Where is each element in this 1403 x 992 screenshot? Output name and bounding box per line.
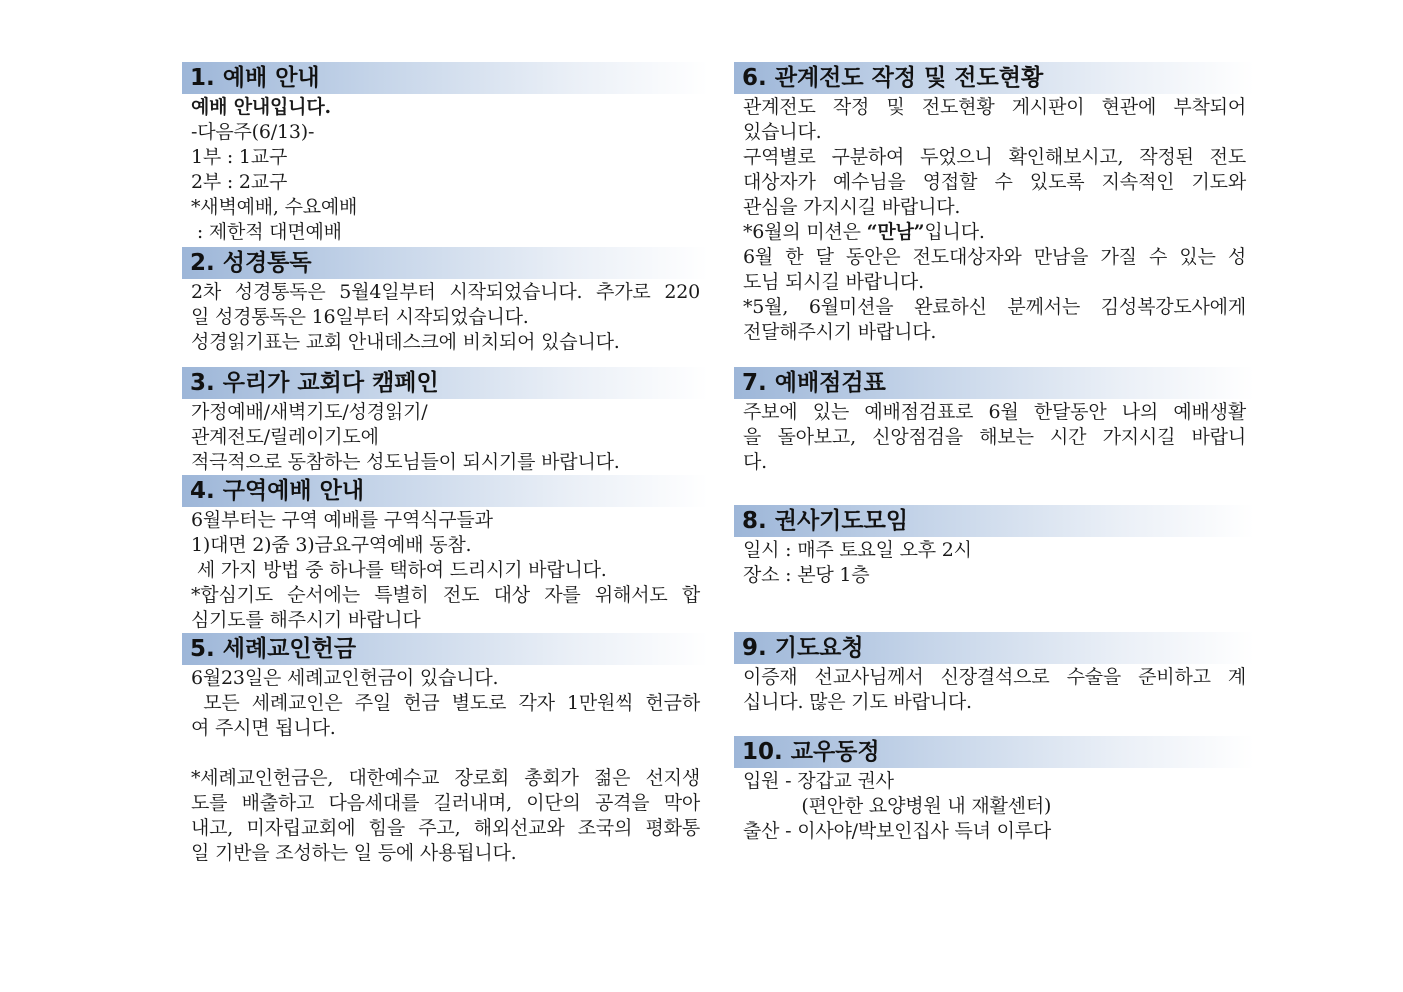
mission-line — [743, 220, 1246, 245]
body-line: 십니다. 많은 기도 바랍니다. — [743, 691, 972, 713]
section-body — [734, 664, 1254, 715]
body-line: 구역별로 구분하여 두었으니 확인해보시고, 작정된 전도 — [743, 146, 1246, 168]
section-body — [734, 768, 1254, 844]
section-title: 1. 예배 안내 — [182, 62, 708, 94]
section-title: 9. 기도요청 — [734, 632, 1254, 664]
section-worship-checklist — [734, 367, 1254, 505]
body-line: 6월부터는 구역 예배를 구역식구들과 — [191, 509, 493, 531]
body-line: 모든 세례교인은 주일 헌금 별도로 각자 1만원씩 헌금하 — [191, 692, 700, 714]
body-line: 출산 - 이사야/박보인집사 득녀 이루다 — [743, 820, 1052, 842]
section-title: 6. 관계전도 작정 및 전도현황 — [734, 62, 1254, 94]
section-title: 8. 권사기도모임 — [734, 505, 1254, 537]
section-member-news — [734, 736, 1254, 844]
body-line: *세례교인헌금은, 대한예수교 장로회 총회가 젊은 선지생 — [191, 767, 700, 789]
body-line: *5월, 6월미션을 완료하신 분께서는 김성복강도사에게 — [743, 296, 1246, 318]
section-district-worship — [182, 475, 708, 633]
section-prayer-request — [734, 632, 1254, 736]
body-line: 다. — [743, 451, 767, 473]
section-body — [734, 94, 1254, 345]
section-body — [734, 537, 1254, 588]
section-title: 3. 우리가 교회다 캠페인 — [182, 367, 708, 399]
body-line: 여 주시면 됩니다. — [191, 717, 336, 739]
body-line: 적극적으로 동참하는 성도님들이 되시기를 바랍니다. — [191, 451, 620, 473]
body-line: 대상자가 예수님을 영접할 수 있도록 지속적인 기도와 — [743, 171, 1246, 193]
body-line: 1)대면 2)줌 3)금요구역예배 동참. — [191, 534, 472, 556]
body-line: 6월 한 달 동안은 전도대상자와 만남을 가질 수 있는 성 — [743, 246, 1246, 268]
body-line: : 제한적 대면예배 — [191, 221, 342, 243]
section-bible-reading — [182, 247, 708, 367]
mission-prefix: *6월의 미션은 — [743, 221, 867, 243]
body-line: 을 돌아보고, 신앙점검을 해보는 시간 가지시길 바랍니 — [743, 426, 1246, 448]
body-line: 있습니다. — [743, 121, 822, 143]
body-line: 성경읽기표는 교회 안내데스크에 비치되어 있습니다. — [191, 331, 620, 353]
body-line: 도님 되시길 바랍니다. — [743, 271, 924, 293]
body-line: *합심기도 순서에는 특별히 전도 대상 자를 위해서도 합 — [191, 584, 700, 606]
section-title: 7. 예배점검표 — [734, 367, 1254, 399]
body-line: 내고, 미자립교회에 힘을 주고, 해외선교와 조국의 평화통 — [191, 817, 700, 839]
body-line: 일 기반을 조성하는 일 등에 사용됩니다. — [191, 842, 517, 864]
mission-keyword: “만남” — [866, 221, 925, 243]
mission-suffix: 입니다. — [924, 221, 985, 243]
body-line: 장소 : 본당 1층 — [743, 564, 870, 586]
section-campaign — [182, 367, 708, 475]
blank-line — [191, 741, 700, 766]
section-title: 2. 성경통독 — [182, 247, 708, 279]
body-line: 입원 - 장갑교 권사 — [743, 770, 894, 792]
section-body — [182, 665, 708, 866]
body-line: *새벽예배, 수요예배 — [191, 196, 358, 218]
body-line: 이증재 선교사님께서 신장결석으로 수술을 준비하고 계 — [743, 666, 1246, 688]
section-deaconess-prayer — [734, 505, 1254, 632]
section-body — [734, 399, 1254, 475]
right-column — [734, 62, 1254, 844]
body-line: 세 가지 방법 중 하나를 택하여 드리시기 바랍니다. — [191, 559, 607, 581]
section-evangelism — [734, 62, 1254, 367]
body-line: 관계전도/릴레이기도에 — [191, 426, 379, 448]
section-body — [182, 279, 708, 355]
body-line: 관계전도 작정 및 전도현황 게시판이 현관에 부착되어 — [743, 96, 1246, 118]
section-worship-info — [182, 62, 708, 247]
body-line: 가정예배/새벽기도/성경읽기/ — [191, 401, 428, 423]
section-body — [182, 94, 708, 245]
body-line: 일 성경통독은 16일부터 시작되었습니다. — [191, 306, 529, 328]
body-line: 주보에 있는 예배점검표로 6월 한달동안 나의 예배생활 — [743, 401, 1246, 423]
section-body — [182, 399, 708, 475]
left-column — [182, 62, 708, 866]
section-baptized-offering — [182, 633, 708, 866]
body-line: 6월23일은 세례교인헌금이 있습니다. — [191, 667, 499, 689]
body-line: 도를 배출하고 다음세대를 길러내며, 이단의 공격을 막아 — [191, 792, 700, 814]
section-title: 10. 교우동정 — [734, 736, 1254, 768]
body-line: 관심을 가지시길 바랍니다. — [743, 196, 961, 218]
body-line: -다음주(6/13)- — [191, 121, 315, 143]
body-line: 1부 : 1교구 — [191, 146, 288, 168]
body-line: (편안한 요양병원 내 재활센터) — [743, 795, 1052, 817]
body-line: 전달해주시기 바랍니다. — [743, 321, 937, 343]
body-line: 심기도를 해주시기 바랍니다 — [191, 609, 421, 631]
section-title: 5. 세례교인헌금 — [182, 633, 708, 665]
section-body — [182, 507, 708, 633]
body-line: 2차 성경통독은 5월4일부터 시작되었습니다. 추가로 220 — [191, 281, 700, 303]
section-title: 4. 구역예배 안내 — [182, 475, 708, 507]
body-line: 예배 안내입니다. — [191, 96, 331, 118]
body-line: 2부 : 2교구 — [191, 171, 288, 193]
body-line: 일시 : 매주 토요일 오후 2시 — [743, 539, 972, 561]
